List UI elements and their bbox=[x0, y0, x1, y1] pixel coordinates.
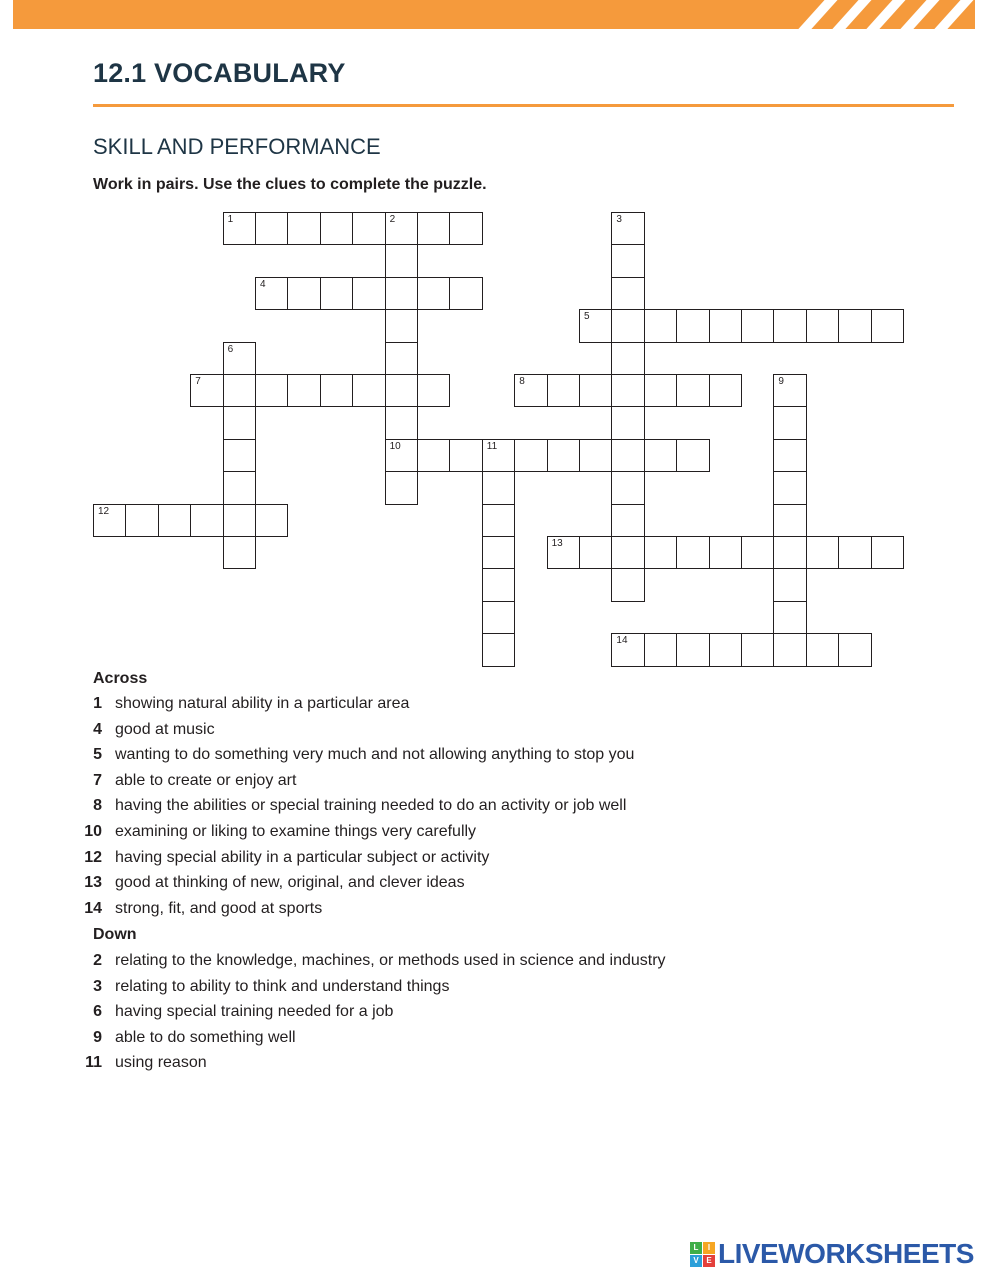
logo-badge-letter: I bbox=[703, 1242, 715, 1254]
crossword-cell[interactable] bbox=[871, 536, 904, 569]
clue-text: having special ability in a particular subject or activity bbox=[115, 848, 490, 866]
crossword-cell[interactable] bbox=[482, 633, 515, 666]
crossword-cell[interactable] bbox=[806, 633, 839, 666]
crossword-cell[interactable] bbox=[417, 374, 450, 407]
crossword-cell[interactable] bbox=[611, 568, 644, 601]
clue-item-across bbox=[80, 874, 780, 892]
crossword-cell[interactable] bbox=[611, 277, 644, 310]
clue-text: using reason bbox=[115, 1054, 207, 1072]
crossword-cell[interactable] bbox=[773, 374, 806, 407]
clue-number-label: 13 bbox=[551, 538, 563, 549]
crossword-cell[interactable] bbox=[385, 212, 418, 245]
crossword-cell[interactable] bbox=[190, 374, 223, 407]
clue-number-label: 5 bbox=[584, 311, 590, 323]
crossword-cell[interactable] bbox=[287, 374, 320, 407]
clue-number: 6 bbox=[93, 1003, 102, 1021]
crossword-cell[interactable] bbox=[385, 277, 418, 310]
logo-badge-letter: E bbox=[703, 1255, 715, 1267]
liveworksheets-logo bbox=[690, 1238, 974, 1270]
crossword-cell[interactable] bbox=[287, 277, 320, 310]
clue-item-across bbox=[80, 772, 780, 790]
crossword-cell[interactable] bbox=[611, 504, 644, 537]
clue-number: 11 bbox=[85, 1054, 102, 1072]
clue-text: able to do something well bbox=[115, 1028, 296, 1046]
crossword-cell[interactable] bbox=[838, 309, 871, 342]
crossword-cell[interactable] bbox=[352, 277, 385, 310]
clue-number-label: 1 bbox=[227, 214, 234, 225]
crossword-cell[interactable] bbox=[449, 212, 482, 245]
crossword-cell[interactable] bbox=[482, 439, 515, 472]
clue-item-down bbox=[80, 1029, 780, 1047]
clue-number-label: 14 bbox=[616, 635, 628, 647]
clue-number: 13 bbox=[84, 874, 102, 892]
crossword-cell[interactable] bbox=[352, 212, 385, 245]
crossword-cell[interactable] bbox=[190, 504, 223, 537]
crossword-cell[interactable] bbox=[838, 536, 871, 569]
crossword-cell[interactable] bbox=[709, 633, 742, 666]
crossword-cell[interactable] bbox=[676, 439, 709, 472]
clue-item-down bbox=[80, 978, 780, 996]
clue-text: good at thinking of new, original, and clever ideas bbox=[115, 874, 465, 892]
crossword-cell[interactable] bbox=[773, 309, 806, 342]
crossword-cell[interactable] bbox=[676, 374, 709, 407]
clue-number: 10 bbox=[84, 823, 102, 840]
clue-number: 9 bbox=[93, 1028, 102, 1046]
crossword-cell[interactable] bbox=[320, 212, 353, 245]
crossword-cell[interactable] bbox=[223, 439, 256, 472]
crossword-cell[interactable] bbox=[385, 244, 418, 277]
clue-number-label: 4 bbox=[260, 278, 266, 290]
crossword-cell[interactable] bbox=[417, 439, 450, 472]
clue-number: 12 bbox=[84, 848, 102, 866]
clue-text: examining or liking to examine things very carefully bbox=[115, 823, 477, 840]
crossword-cell[interactable] bbox=[773, 536, 806, 569]
clue-text: having the abilities or special training needed to do an activity or job well bbox=[115, 797, 627, 815]
crossword-cell[interactable] bbox=[482, 536, 515, 569]
crossword-cell[interactable] bbox=[676, 536, 709, 569]
crossword-cell[interactable] bbox=[611, 406, 644, 439]
crossword-cell[interactable] bbox=[773, 471, 806, 504]
clue-number-label: 11 bbox=[486, 440, 498, 452]
clue-text: good at music bbox=[115, 720, 215, 738]
crossword-cell[interactable] bbox=[385, 309, 418, 342]
crossword-cell[interactable] bbox=[579, 439, 612, 472]
crossword-cell[interactable] bbox=[773, 568, 806, 601]
crossword-cell[interactable] bbox=[644, 536, 677, 569]
logo-badge bbox=[690, 1242, 715, 1267]
clue-number-label: 12 bbox=[98, 505, 110, 517]
crossword-cell[interactable] bbox=[158, 504, 191, 537]
crossword-cell[interactable] bbox=[611, 439, 644, 472]
clue-text: strong, fit, and good at sports bbox=[115, 899, 323, 917]
clue-number: 2 bbox=[93, 952, 102, 969]
crossword-cell[interactable] bbox=[449, 277, 482, 310]
crossword-cell[interactable] bbox=[644, 374, 677, 407]
logo-badge-letter: L bbox=[690, 1242, 702, 1254]
clue-number-label: 3 bbox=[616, 214, 622, 225]
crossword-cell[interactable] bbox=[320, 277, 353, 310]
crossword-cell[interactable] bbox=[352, 374, 385, 407]
crossword-cell[interactable] bbox=[255, 504, 288, 537]
clue-number-label: 8 bbox=[519, 376, 525, 387]
crossword-cell[interactable] bbox=[223, 212, 256, 245]
clue-text: relating to ability to think and understand things bbox=[115, 977, 450, 995]
crossword-cell[interactable] bbox=[773, 504, 806, 537]
section-subtitle: SKILL AND PERFORMANCE bbox=[93, 134, 381, 159]
clue-number: 14 bbox=[84, 899, 102, 917]
crossword-cell[interactable] bbox=[644, 309, 677, 342]
crossword-cell[interactable] bbox=[255, 277, 288, 310]
crossword-cell[interactable] bbox=[806, 536, 839, 569]
crossword-cell[interactable] bbox=[773, 633, 806, 666]
crossword-cell[interactable] bbox=[611, 633, 644, 666]
clue-number: 8 bbox=[93, 797, 102, 815]
title-divider bbox=[93, 104, 954, 107]
crossword-cell[interactable] bbox=[611, 374, 644, 407]
top-accent-band bbox=[13, 0, 975, 29]
crossword-cell[interactable] bbox=[417, 277, 450, 310]
logo-text: LIVEWORKSHEETS bbox=[718, 1238, 974, 1269]
crossword-cell[interactable] bbox=[385, 374, 418, 407]
crossword-cell[interactable] bbox=[449, 439, 482, 472]
clue-number-label: 2 bbox=[389, 214, 396, 225]
crossword-cell[interactable] bbox=[547, 374, 580, 407]
page-title: 12.1 VOCABULARY bbox=[93, 58, 346, 88]
crossword-cell[interactable] bbox=[741, 633, 774, 666]
crossword-cell[interactable] bbox=[255, 212, 288, 245]
crossword-cell[interactable] bbox=[644, 439, 677, 472]
crossword-cell[interactable] bbox=[806, 309, 839, 342]
crossword-cell[interactable] bbox=[579, 309, 612, 342]
clue-text: having special training needed for a job bbox=[115, 1003, 394, 1021]
crossword-cell[interactable] bbox=[611, 536, 644, 569]
crossword-cell[interactable] bbox=[644, 633, 677, 666]
crossword-cell[interactable] bbox=[514, 439, 547, 472]
crossword-cell[interactable] bbox=[709, 536, 742, 569]
clue-item-across bbox=[80, 900, 780, 918]
clue-text: wanting to do something very much and not allowing anything to stop you bbox=[115, 746, 635, 764]
crossword-cell[interactable] bbox=[482, 471, 515, 504]
across-heading: Across bbox=[93, 670, 148, 687]
crossword-cell[interactable] bbox=[223, 504, 256, 537]
crossword-cell[interactable] bbox=[223, 342, 256, 375]
crossword-cell[interactable] bbox=[93, 504, 126, 537]
clue-item-across bbox=[80, 695, 780, 713]
clue-item-across bbox=[80, 849, 780, 867]
clue-item-down bbox=[80, 952, 780, 970]
crossword-cell[interactable] bbox=[514, 374, 547, 407]
crossword-cell[interactable] bbox=[223, 471, 256, 504]
clue-item-down bbox=[80, 1003, 780, 1021]
crossword-cell[interactable] bbox=[417, 212, 450, 245]
clue-text: relating to the knowledge, machines, or methods used in science and industry bbox=[115, 952, 666, 969]
crossword-cell[interactable] bbox=[385, 406, 418, 439]
crossword-cell[interactable] bbox=[871, 309, 904, 342]
crossword-cell[interactable] bbox=[223, 536, 256, 569]
clue-item-across bbox=[80, 746, 780, 764]
clue-text: able to create or enjoy art bbox=[115, 771, 297, 789]
crossword-cell[interactable] bbox=[579, 374, 612, 407]
crossword-cell[interactable] bbox=[773, 601, 806, 634]
crossword-cell[interactable] bbox=[838, 633, 871, 666]
clue-number: 1 bbox=[93, 695, 102, 712]
crossword-cell[interactable] bbox=[741, 536, 774, 569]
crossword-cell[interactable] bbox=[255, 374, 288, 407]
clue-number: 5 bbox=[93, 746, 102, 764]
clue-number-label: 9 bbox=[778, 376, 784, 387]
clue-item-down bbox=[80, 1054, 780, 1072]
crossword-cell[interactable] bbox=[320, 374, 353, 407]
crossword-cell[interactable] bbox=[773, 439, 806, 472]
crossword-cell[interactable] bbox=[125, 504, 158, 537]
logo-badge-letter: V bbox=[690, 1255, 702, 1267]
down-heading: Down bbox=[93, 926, 137, 943]
crossword-cell[interactable] bbox=[611, 212, 644, 245]
crossword-cell[interactable] bbox=[611, 244, 644, 277]
crossword-cell[interactable] bbox=[741, 309, 774, 342]
clue-number: 7 bbox=[93, 771, 102, 789]
clue-number-label: 7 bbox=[195, 376, 201, 387]
crossword-cell[interactable] bbox=[773, 406, 806, 439]
crossword-cell[interactable] bbox=[482, 568, 515, 601]
clue-item-across bbox=[80, 823, 780, 841]
clue-text: showing natural ability in a particular area bbox=[115, 695, 410, 712]
crossword-cell[interactable] bbox=[611, 471, 644, 504]
crossword-cell[interactable] bbox=[385, 471, 418, 504]
crossword-cell[interactable] bbox=[547, 536, 580, 569]
crossword-cell[interactable] bbox=[287, 212, 320, 245]
clue-number-label: 6 bbox=[227, 343, 234, 355]
crossword-cell[interactable] bbox=[385, 439, 418, 472]
crossword-cell[interactable] bbox=[611, 342, 644, 375]
crossword-cell[interactable] bbox=[482, 504, 515, 537]
crossword-cell[interactable] bbox=[385, 342, 418, 375]
crossword-cell[interactable] bbox=[611, 309, 644, 342]
clue-number-label: 10 bbox=[389, 440, 401, 452]
clue-item-across bbox=[80, 721, 780, 739]
crossword-cell[interactable] bbox=[223, 406, 256, 439]
crossword-cell[interactable] bbox=[709, 309, 742, 342]
crossword-cell[interactable] bbox=[547, 439, 580, 472]
crossword-cell[interactable] bbox=[579, 536, 612, 569]
crossword-cell[interactable] bbox=[482, 601, 515, 634]
crossword-cell[interactable] bbox=[676, 309, 709, 342]
clue-item-across bbox=[80, 797, 780, 815]
clue-number: 4 bbox=[93, 720, 102, 738]
clue-number: 3 bbox=[93, 977, 102, 995]
crossword-cell[interactable] bbox=[676, 633, 709, 666]
instructions: Work in pairs. Use the clues to complete the puzzle. bbox=[93, 176, 487, 193]
crossword-cell[interactable] bbox=[709, 374, 742, 407]
crossword-cell[interactable] bbox=[223, 374, 256, 407]
